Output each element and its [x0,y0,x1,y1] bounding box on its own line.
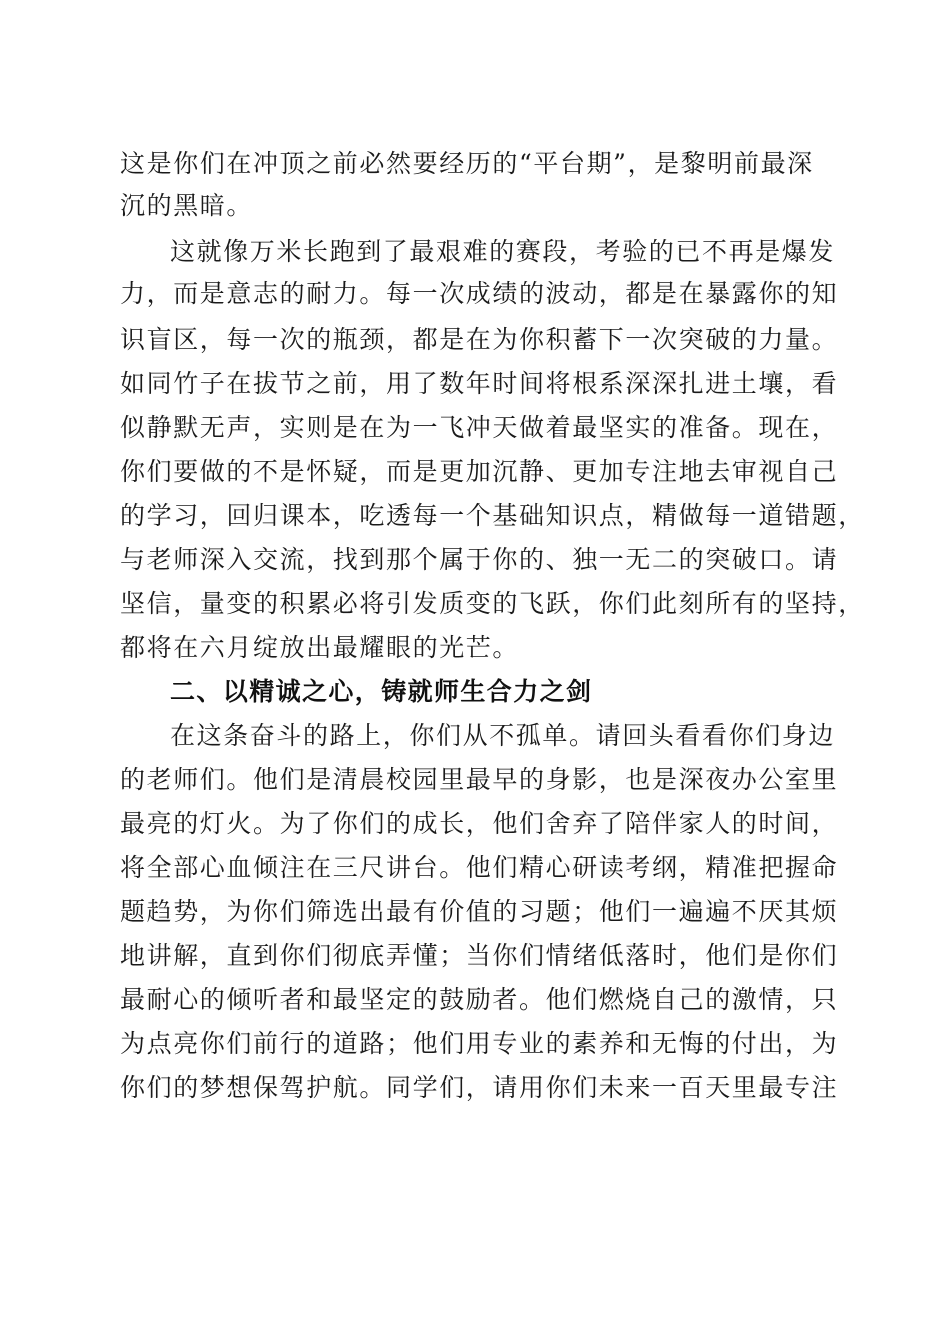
text-line: 坚信，量变的积累必将引发质变的飞跃，你们此刻所有的坚持， [120,589,865,618]
paragraph-first-line: 在这条奋斗的路上，你们从不孤单。请回头看看你们身边 [170,721,836,750]
text-line: 最亮的灯火。为了你们的成长，他们舍弃了陪伴家人的时间， [120,809,839,838]
section-heading: 二、以精诚之心，铸就师生合力之剑 [170,677,593,706]
text-line: 最耐心的倾听者和最坚定的鼓励者。他们燃烧自己的激情，只 [120,985,839,1014]
text-line: 为点亮你们前行的道路；他们用专业的素养和无悔的付出，为 [120,1029,839,1058]
text-line: 与老师深入交流，找到那个属于你的、独一无二的突破口。请 [120,545,839,574]
text-line: 沉的黑暗。 [120,191,254,220]
text-line: 的学习，回归课本，吃透每一个基础知识点，精做每一道错题， [120,501,865,530]
text-line: 将全部心血倾注在三尺讲台。他们精心研读考纲，精准把握命 [120,853,839,882]
text-line: 识盲区，每一次的瓶颈，都是在为你积蓄下一次突破的力量。 [120,325,839,354]
paragraph-first-line: 这就像万米长跑到了最艰难的赛段，考验的已不再是爆发 [170,237,836,266]
text-line: 你们要做的不是怀疑，而是更加沉静、更加专注地去审视自己 [120,457,839,486]
text-line: 你们的梦想保驾护航。同学们，请用你们未来一百天里最专注 [120,1073,839,1102]
text-line: 题趋势，为你们筛选出最有价值的习题；他们一遍遍不厌其烦 [120,897,839,926]
text-line: 似静默无声，实则是在为一飞冲天做着最坚实的准备。现在， [120,413,839,442]
text-line: 力，而是意志的耐力。每一次成绩的波动，都是在暴露你的知 [120,279,839,308]
text-line: 地讲解，直到你们彻底弄懂；当你们情绪低落时，他们是你们 [120,941,839,970]
text-line: 的老师们。他们是清晨校园里最早的身影，也是深夜办公室里 [120,765,839,794]
text-line: 如同竹子在拔节之前，用了数年时间将根系深深扎进土壤，看 [120,369,839,398]
text-line: 这是你们在冲顶之前必然要经历的“平台期”，是黎明前最深 [120,149,814,178]
text-line: 都将在六月绽放出最耀眼的光芒。 [120,633,520,662]
